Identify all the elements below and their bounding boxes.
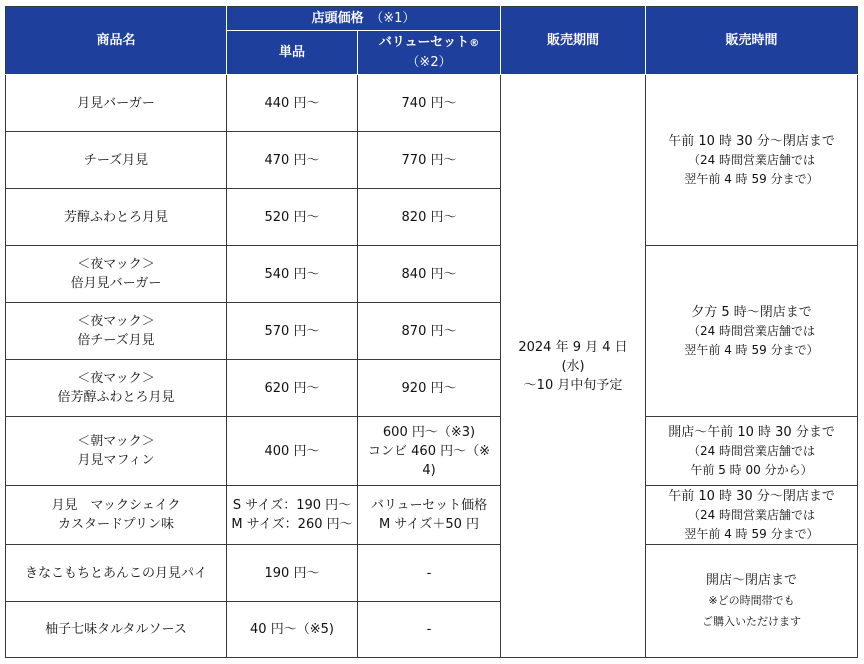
product-name: 柚子七味タルタルソース (6, 602, 227, 658)
sale-period-cell: 2024 年 9 月 4 日 (水) ～10 月中旬予定 (501, 75, 646, 658)
set-price: 740 円～ (358, 75, 501, 132)
set-price: バリューセット価格 M サイズ＋50 円 (358, 486, 501, 545)
product-name: きなこもちとあんこの月見パイ (6, 545, 227, 602)
sale-time-cell: 開店～午前 10 時 30 分まで （24 時間営業店舗では 午前 5 時 00 分から） (646, 417, 858, 486)
single-price: 440 円～ (227, 75, 358, 132)
set-price: 600 円～（※3) コンビ 460 円～（※ 4) (358, 417, 501, 486)
product-name: 月見バーガー (6, 75, 227, 132)
set-price: - (358, 545, 501, 602)
product-name: 月見 マックシェイク カスタードプリン味 (6, 486, 227, 545)
header-value-set: バリューセット® （※2） (358, 31, 501, 75)
sale-time-cell: 午前 10 時 30 分～閉店まで （24 時間営業店舗では 翌午前 4 時 59 分まで） (646, 75, 858, 246)
header-store-price: 店頭価格 （※1） (227, 7, 501, 31)
single-price: 190 円～ (227, 545, 358, 602)
sale-time-cell: 午前 10 時 30 分～閉店まで （24 時間営業店舗では 翌午前 4 時 59 分まで） (646, 486, 858, 545)
single-price: S サイズ：190 円～ M サイズ：260 円～ (227, 486, 358, 545)
set-price: 820 円～ (358, 189, 501, 246)
single-price: 520 円～ (227, 189, 358, 246)
set-price: - (358, 602, 501, 658)
product-name: チーズ月見 (6, 132, 227, 189)
sale-time-cell: 開店～閉店まで ※どの時間帯でも ご購入いただけます (646, 545, 858, 658)
product-name: ＜夜マック＞ 倍芳醇ふわとろ月見 (6, 360, 227, 417)
header-single: 単品 (227, 31, 358, 75)
set-price: 770 円～ (358, 132, 501, 189)
product-name: ＜夜マック＞ 倍チーズ月見 (6, 303, 227, 360)
set-price: 920 円～ (358, 360, 501, 417)
single-price: 570 円～ (227, 303, 358, 360)
set-price: 870 円～ (358, 303, 501, 360)
single-price: 620 円～ (227, 360, 358, 417)
single-price: 40 円～（※5) (227, 602, 358, 658)
header-product: 商品名 (6, 7, 227, 75)
product-name: ＜朝マック＞ 月見マフィン (6, 417, 227, 486)
sale-time-cell: 夕方 5 時～閉店まで （24 時間営業店舗では 翌午前 4 時 59 分まで） (646, 246, 858, 417)
header-sale-period: 販売期間 (501, 7, 646, 75)
header-sale-time: 販売時間 (646, 7, 858, 75)
single-price: 540 円～ (227, 246, 358, 303)
product-name: ＜夜マック＞ 倍月見バーガー (6, 246, 227, 303)
menu-price-table (5, 6, 858, 658)
single-price: 470 円～ (227, 132, 358, 189)
set-price: 840 円～ (358, 246, 501, 303)
single-price: 400 円～ (227, 417, 358, 486)
product-name: 芳醇ふわとろ月見 (6, 189, 227, 246)
